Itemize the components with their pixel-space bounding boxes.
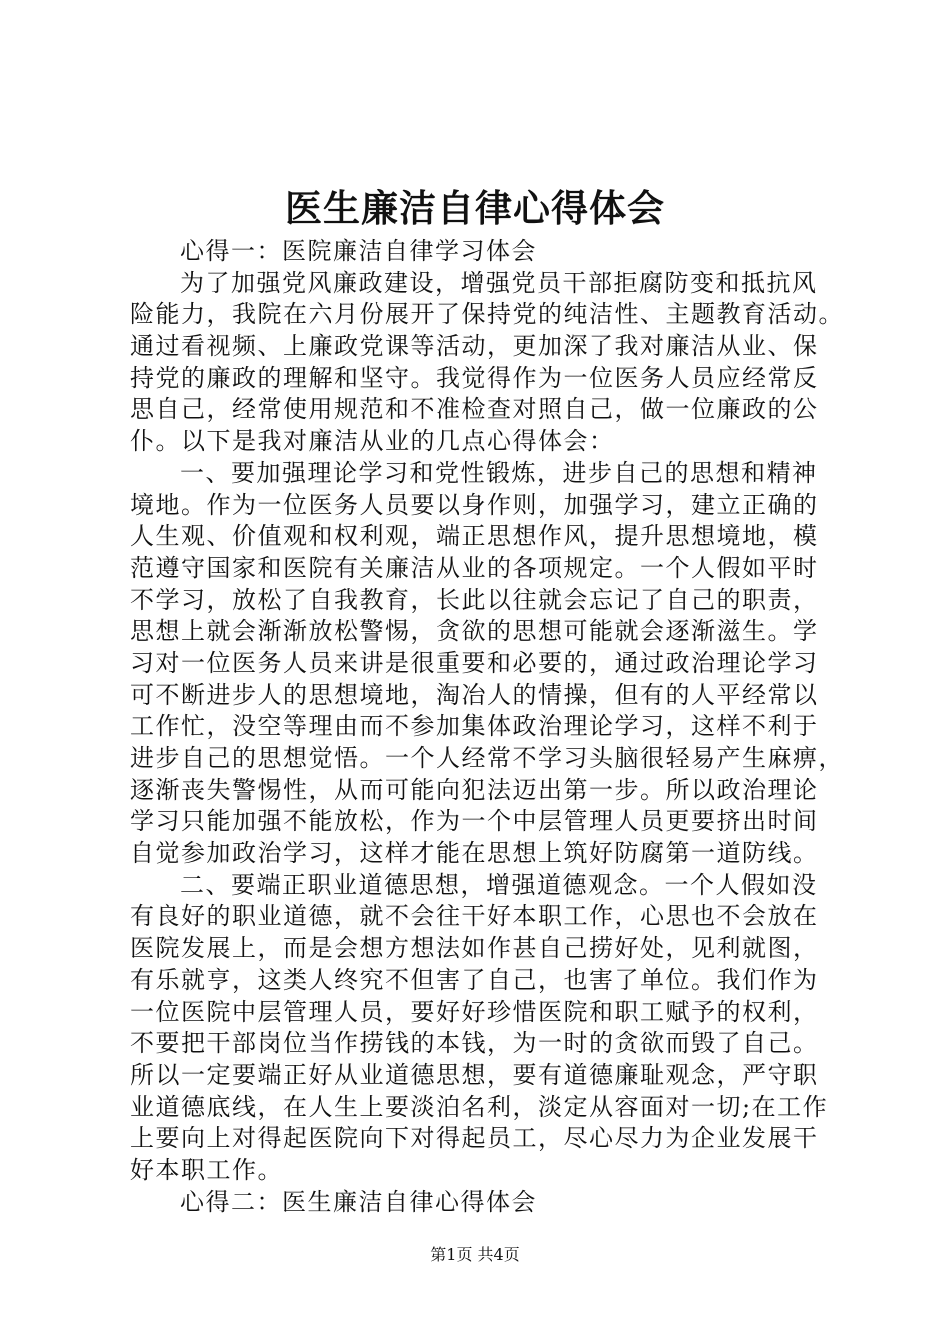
paragraph-line: 工作忙，没空等理由而不参加集体政治理论学习，这样不利于: [130, 712, 819, 741]
paragraph-line: 范遵守国家和医院有关廉洁从业的各项规定。一个人假如平时: [130, 553, 819, 582]
paragraph-line: 好本职工作。: [130, 1155, 283, 1184]
paragraph-line: 上要向上对得起医院向下对得起员工，尽心尽力为企业发展干: [130, 1124, 819, 1153]
paragraph-line: 所以一定要端正好从业道德思想，要有道德廉耻观念，严守职: [130, 1060, 819, 1089]
paragraph-line: 医院发展上，而是会想方想法如作甚自己捞好处，见利就图，: [130, 934, 819, 963]
paragraph-line: 持党的廉政的理解和坚守。我觉得作为一位医务人员应经常反: [130, 363, 819, 392]
paragraph-line: 一、要加强理论学习和党性锻炼，进步自己的思想和精神: [180, 458, 818, 487]
paragraph-line: 思想上就会渐渐放松警惕，贪欲的思想可能就会逐渐滋生。学: [130, 617, 819, 646]
paragraph-line: 仆。以下是我对廉洁从业的几点心得体会：: [130, 427, 615, 456]
paragraph-line: 人生观、价值观和权利观，端正思想作风，提升思想境地，模: [130, 522, 819, 551]
paragraph-line: 可不断进步人的思想境地，淘冶人的情操，但有的人平经常以: [130, 680, 819, 709]
paragraph-line: 业道德底线，在人生上要淡泊名利，淡定从容面对一切;在工作: [130, 1092, 829, 1121]
paragraph-line: 不学习，放松了自我教育，长此以往就会忘记了自己的职责，: [130, 585, 819, 614]
paragraph-line: 境地。作为一位医务人员要以身作则，加强学习，建立正确的: [130, 490, 819, 519]
paragraph-line: 险能力，我院在六月份展开了保持党的纯洁性、主题教育活动。: [130, 300, 844, 329]
paragraph-line: 通过看视频、上廉政党课等活动，更加深了我对廉洁从业、保: [130, 332, 819, 361]
paragraph-line: 进步自己的思想觉悟。一个人经常不学习头脑很轻易产生麻痹，: [130, 744, 844, 772]
paragraph-line: 自觉参加政治学习，这样才能在思想上筑好防腐第一道防线。: [130, 839, 819, 868]
paragraph-line: 有良好的职业道德，就不会往干好本职工作，心思也不会放在: [130, 902, 819, 931]
document-title: 医生廉洁自律心得体会: [285, 186, 665, 230]
section-heading-1: 心得一：医院廉洁自律学习体会: [180, 237, 537, 265]
paragraph-line: 一位医院中层管理人员，要好好珍惜医院和职工赋予的权利，: [130, 997, 819, 1026]
paragraph-line: 学习只能加强不能放松，作为一个中层管理人员更要挤出时间: [130, 807, 819, 836]
paragraph-line: 习对一位医务人员来讲是很重要和必要的，通过政治理论学习: [130, 648, 819, 677]
paragraph-line: 不要把干部岗位当作捞钱的本钱，为一时的贪欲而毁了自己。: [130, 1029, 819, 1058]
paragraph-line: 为了加强党风廉政建设，增强党员干部拒腐防变和抵抗风: [180, 268, 818, 297]
section-heading-2: 心得二：医生廉洁自律心得体会: [180, 1187, 537, 1216]
paragraph-line: 逐渐丧失警惕性，从而可能向犯法迈出第一步。所以政治理论: [130, 775, 819, 804]
document-body: [130, 236, 844, 1218]
paragraph-line: 二、要端正职业道德思想，增强道德观念。一个人假如没: [180, 870, 818, 899]
paragraph-line: 思自己，经常使用规范和不准检查对照自己，做一位廉政的公: [130, 395, 819, 424]
paragraph-line: 有乐就亨，这类人终究不但害了自己，也害了单位。我们作为: [130, 965, 819, 994]
page-number-footer: 第1页 共4页: [430, 1245, 520, 1264]
